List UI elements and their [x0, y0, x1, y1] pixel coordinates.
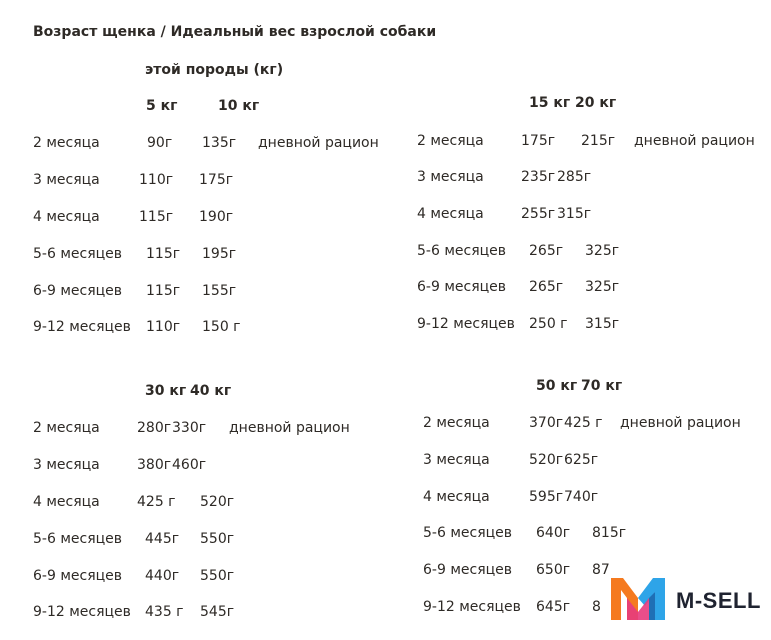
age-label: 4 месяца — [33, 494, 100, 510]
age-label: 3 месяца — [417, 169, 484, 185]
age-label: 9-12 месяцев — [417, 316, 515, 332]
daily-ration-note: дневной рацион — [258, 135, 379, 151]
portion-value: 280г — [137, 420, 172, 436]
portion-value: 440г — [145, 568, 180, 584]
weight-header-40kg: 40 кг — [190, 383, 232, 399]
age-label: 5-6 месяцев — [417, 243, 507, 259]
portion-value: 255г — [521, 206, 556, 222]
age-label: 3 месяца — [33, 457, 100, 473]
portion-value: 315г — [585, 316, 620, 332]
portion-value: 87 — [592, 562, 610, 578]
daily-ration-note: дневной рацион — [229, 420, 350, 436]
portion-value: 235г — [521, 169, 556, 185]
daily-ration-note: дневной рацион — [634, 133, 755, 149]
portion-value: 175г — [199, 172, 234, 188]
portion-value: 325г — [585, 279, 620, 295]
portion-value: 315г — [557, 206, 592, 222]
daily-ration-note: дневной рацион — [620, 415, 741, 431]
age-label: 2 месяца — [417, 133, 484, 149]
portion-value: 520г — [200, 494, 235, 510]
age-label: 5-6 месяцев — [33, 246, 123, 262]
portion-value: 520г — [529, 452, 564, 468]
age-label: 4 месяца — [33, 209, 100, 225]
weight-header-30kg: 30 кг — [145, 383, 187, 399]
msell-watermark — [609, 574, 769, 624]
portion-value: 285г — [557, 169, 592, 185]
portion-value: 250 г — [529, 316, 568, 332]
age-label: 5-6 месяцев — [423, 525, 513, 541]
portion-value: 265г — [529, 279, 564, 295]
portion-value: 90г — [147, 135, 173, 151]
age-label: 9-12 месяцев — [33, 604, 131, 620]
portion-value: 425 г — [137, 494, 176, 510]
portion-value: 545г — [200, 604, 235, 620]
portion-value: 595г — [529, 489, 564, 505]
portion-value: 445г — [145, 531, 180, 547]
weight-header-15kg: 15 кг — [529, 95, 571, 111]
weight-header-5kg: 5 кг — [146, 98, 178, 114]
portion-value: 110г — [139, 172, 174, 188]
portion-value: 460г — [172, 457, 207, 473]
portion-value: 740г — [564, 489, 599, 505]
portion-value: 265г — [529, 243, 564, 259]
age-label: 4 месяца — [423, 489, 490, 505]
weight-header-70kg: 70 кг — [581, 378, 623, 394]
age-label: 3 месяца — [423, 452, 490, 468]
portion-value: 650г — [536, 562, 571, 578]
portion-value: 115г — [146, 283, 181, 299]
msell-logo-icon — [609, 574, 667, 622]
age-label: 6-9 месяцев — [423, 562, 513, 578]
portion-value: 425 г — [564, 415, 603, 431]
portion-value: 380г — [137, 457, 172, 473]
age-label: 3 месяца — [33, 172, 100, 188]
weight-header-50kg: 50 кг — [536, 378, 578, 394]
table-title-continuation: этой породы (кг) — [145, 62, 284, 78]
portion-value: 115г — [146, 246, 181, 262]
portion-value: 370г — [529, 415, 564, 431]
age-label: 2 месяца — [423, 415, 490, 431]
portion-value: 195г — [202, 246, 237, 262]
portion-value: 190г — [199, 209, 234, 225]
age-label: 9-12 месяцев — [423, 599, 521, 615]
portion-value: 550г — [200, 531, 235, 547]
age-label: 4 месяца — [417, 206, 484, 222]
portion-value: 645г — [536, 599, 571, 615]
portion-value: 115г — [139, 209, 174, 225]
portion-value: 110г — [146, 319, 181, 335]
weight-header-20kg: 20 кг — [575, 95, 617, 111]
age-label: 2 месяца — [33, 420, 100, 436]
portion-value: 330г — [172, 420, 207, 436]
age-label: 6-9 месяцев — [33, 283, 123, 299]
age-label: 2 месяца — [33, 135, 100, 151]
portion-value: 155г — [202, 283, 237, 299]
portion-value: 625г — [564, 452, 599, 468]
age-label: 5-6 месяцев — [33, 531, 123, 547]
portion-value: 815г — [592, 525, 627, 541]
portion-value: 135г — [202, 135, 237, 151]
portion-value: 175г — [521, 133, 556, 149]
msell-logo-text: M-SELL — [676, 588, 761, 613]
portion-value: 640г — [536, 525, 571, 541]
age-label: 9-12 месяцев — [33, 319, 131, 335]
weight-header-10kg: 10 кг — [218, 98, 260, 114]
portion-value: 215г — [581, 133, 616, 149]
age-label: 6-9 месяцев — [417, 279, 507, 295]
portion-value: 550г — [200, 568, 235, 584]
portion-value: 435 г — [145, 604, 184, 620]
age-label: 6-9 месяцев — [33, 568, 123, 584]
portion-value: 8 — [592, 599, 601, 615]
portion-value: 325г — [585, 243, 620, 259]
portion-value: 150 г — [202, 319, 241, 335]
table-title: Возраст щенка / Идеальный вес взрослой собаки — [33, 24, 437, 40]
